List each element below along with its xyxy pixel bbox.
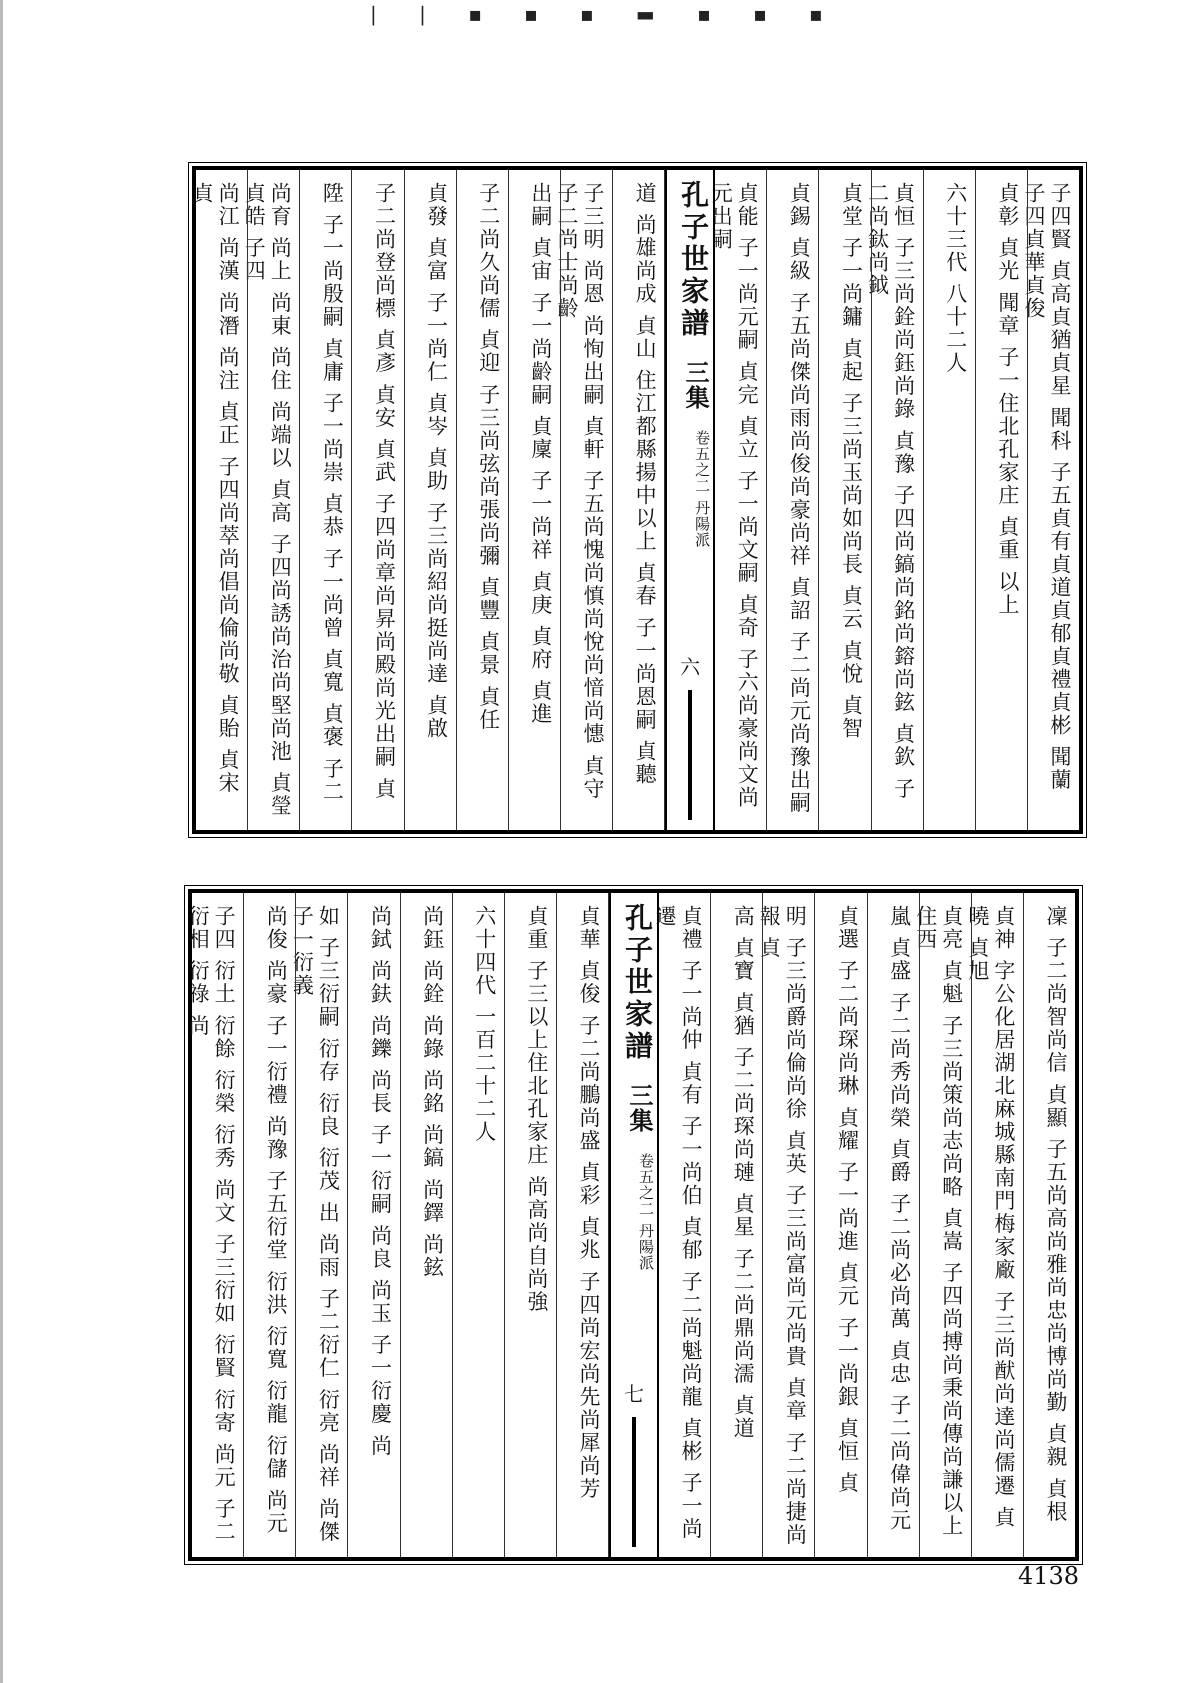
- text-column: 貞恒 子三尚銓尚鈺尚錄 貞豫 子四尚鎬尚銘尚鎔尚鉉 貞欽 子二尚鈦尚鉞: [872, 170, 924, 830]
- collection-label: 三集: [625, 1083, 654, 1133]
- fold-bar: [688, 690, 692, 820]
- volume-label: 卷五之二 丹陽派: [637, 1153, 655, 1271]
- text-column: 貞禮 子一尚仲 貞有 子一尚伯 貞郁 子二尚魁尚龍 貞彬 子一尚遷: [659, 893, 711, 1557]
- text-column: 貞選 子二尚琛尚琳 貞耀 子一尚進 貞元 子一尚銀 貞恒 貞: [815, 893, 867, 1557]
- text-column: 明 子三尚爵尚倫尚徐 貞英 子三尚富尚元尚貴 貞章 子二尚捷尚報 貞: [763, 893, 815, 1557]
- text-column: 貞神 字公化居湖北麻城縣南門梅家廠 子三尚猷尚達尚儒遷 貞曉 貞旭: [972, 893, 1024, 1557]
- text-column: 子四 衍土 衍餘 衍榮 衍秀 尚文 子三衍如 衍賢 衍寄 尚元 子二衍相 衍祿 尚: [192, 893, 244, 1557]
- text-column: 六十三代 八十二人: [924, 170, 976, 830]
- folio-number: 六: [680, 655, 701, 679]
- text-column: 凜 子二尚智尚信 貞顯 子五尚高尚雅尚忠尚博尚勤 貞親 貞根: [1044, 905, 1068, 1524]
- genealogy-panel-bottom: [188, 889, 1079, 1561]
- cropped-header-marks: | | ▪ ▪ ▪ ▬ ▪ ▪ ▪: [370, 2, 841, 26]
- text-column: 尚江 尚漢 尚潛 尚注 貞正 子四尚萃尚倡尚倫尚敬 貞貽 貞宋 貞: [196, 170, 248, 830]
- text-column: 貞能 子一尚元嗣 貞完 貞立 子一尚文嗣 貞奇 子六尚豪尚文尚元出嗣: [715, 170, 767, 830]
- text-column: 嵐 貞盛 子二尚秀尚榮 貞爵 子二尚必尚萬 貞忠 子二尚偉尚元: [868, 893, 920, 1557]
- text-column: 貞華 貞俊 子二尚鵬尚盛 貞彩 貞兆 子四尚宏尚先尚犀尚芳: [557, 893, 609, 1557]
- book-title: 孔子世家譜: [677, 180, 711, 340]
- center-fold-column: [665, 170, 715, 830]
- genealogy-panel-top: [192, 166, 1083, 834]
- text-column: 出嗣 貞宙 子一尚齡嗣 貞廩 子一尚祥 貞庚 貞府 貞進: [509, 170, 561, 830]
- text-column: 六十四代 一百二十二人: [453, 893, 505, 1557]
- text-column: 陞 子一尚殷嗣 貞庸 子一尚崇 貞恭 子一尚曾 貞寬 貞褒 子二: [300, 170, 352, 830]
- text-column: 子二尚登尚標 貞彥 貞安 貞武 子四尚章尚昇尚殿尚光出嗣 貞: [352, 170, 404, 830]
- scan-edge: [0, 0, 3, 1683]
- folio-number: 七: [624, 1382, 644, 1406]
- text-column: 貞堂 子一尚鏞 貞起 子三尚玉尚如尚長 貞云 貞悅 貞智: [819, 170, 871, 830]
- volume-label: 卷五之二 丹陽派: [693, 430, 712, 548]
- text-column: 貞重 子三以上住北孔家庄 尚高尚自尚強: [505, 893, 557, 1557]
- text-column: 貞發 貞富 子一尚仁 貞岑 貞助 子三尚紹尚挺尚達 貞啟: [405, 170, 457, 830]
- text-column: 高 貞寶 貞猶 子二尚琛尚璉 貞星 子二尚鼎尚濡 貞道: [711, 893, 763, 1557]
- text-column: 尚鉽 尚鈇 尚鑠 尚長 子一衍嗣 尚良 尚玉 子一衍慶 尚: [348, 893, 400, 1557]
- text-column: 子四賢 貞高貞猶貞星 聞科 子五貞有貞道貞郁貞禮貞彬 聞蘭 子四貞華貞俊: [1022, 182, 1072, 801]
- text-column: 道 尚雄尚成 貞山 住江都縣揚中以上 貞春 子一尚恩嗣 貞聽: [613, 170, 665, 830]
- book-title: 孔子世家譜: [621, 903, 654, 1063]
- text-column: 尚俊 尚豪 子一衍禮 尚豫 子五衍堂 衍洪 衍寬 衍龍 衍儲 尚元: [244, 893, 296, 1557]
- text-column: 子三明 尚恩 尚恂出嗣 貞軒 子五尚愧尚慎尚悅尚愔尚憓 貞守 子二尚士尚齡: [561, 170, 613, 830]
- center-fold-column: [609, 893, 659, 1557]
- page-number: 4138: [1018, 1562, 1080, 1590]
- text-column: 貞亮 貞魁 子三尚策尚志尚略 貞嵩 子四尚搏尚秉尚傳尚謙以上住西: [920, 893, 972, 1557]
- collection-label: 三集: [681, 360, 711, 410]
- text-column: 貞錫 貞級 子五尚傑尚雨尚俊尚豪尚祥 貞詔 子二尚元尚豫出嗣: [767, 170, 819, 830]
- text-column: 尚鈺 尚銓 尚錄 尚銘 尚鎬 尚鐸 尚鉉: [401, 893, 453, 1557]
- fold-bar: [632, 1417, 636, 1547]
- text-column: 如 子三衍嗣 衍存 衍良 衍茂 出 尚雨 子二衍仁 衍亮 尚祥 尚傑 子一衍義: [296, 893, 348, 1557]
- text-column: 尚育 尚上 尚東 尚住 尚端以 貞高 子四尚誘尚治尚堅尚池 貞瑩 貞皓 子四: [248, 170, 300, 830]
- text-column: 貞彰 貞光 聞章 子一住北孔家庄 貞重 以上: [976, 170, 1028, 830]
- text-column: 子二尚久尚儒 貞迎 子三尚弦尚張尚彌 貞豐 貞景 貞任: [457, 170, 509, 830]
